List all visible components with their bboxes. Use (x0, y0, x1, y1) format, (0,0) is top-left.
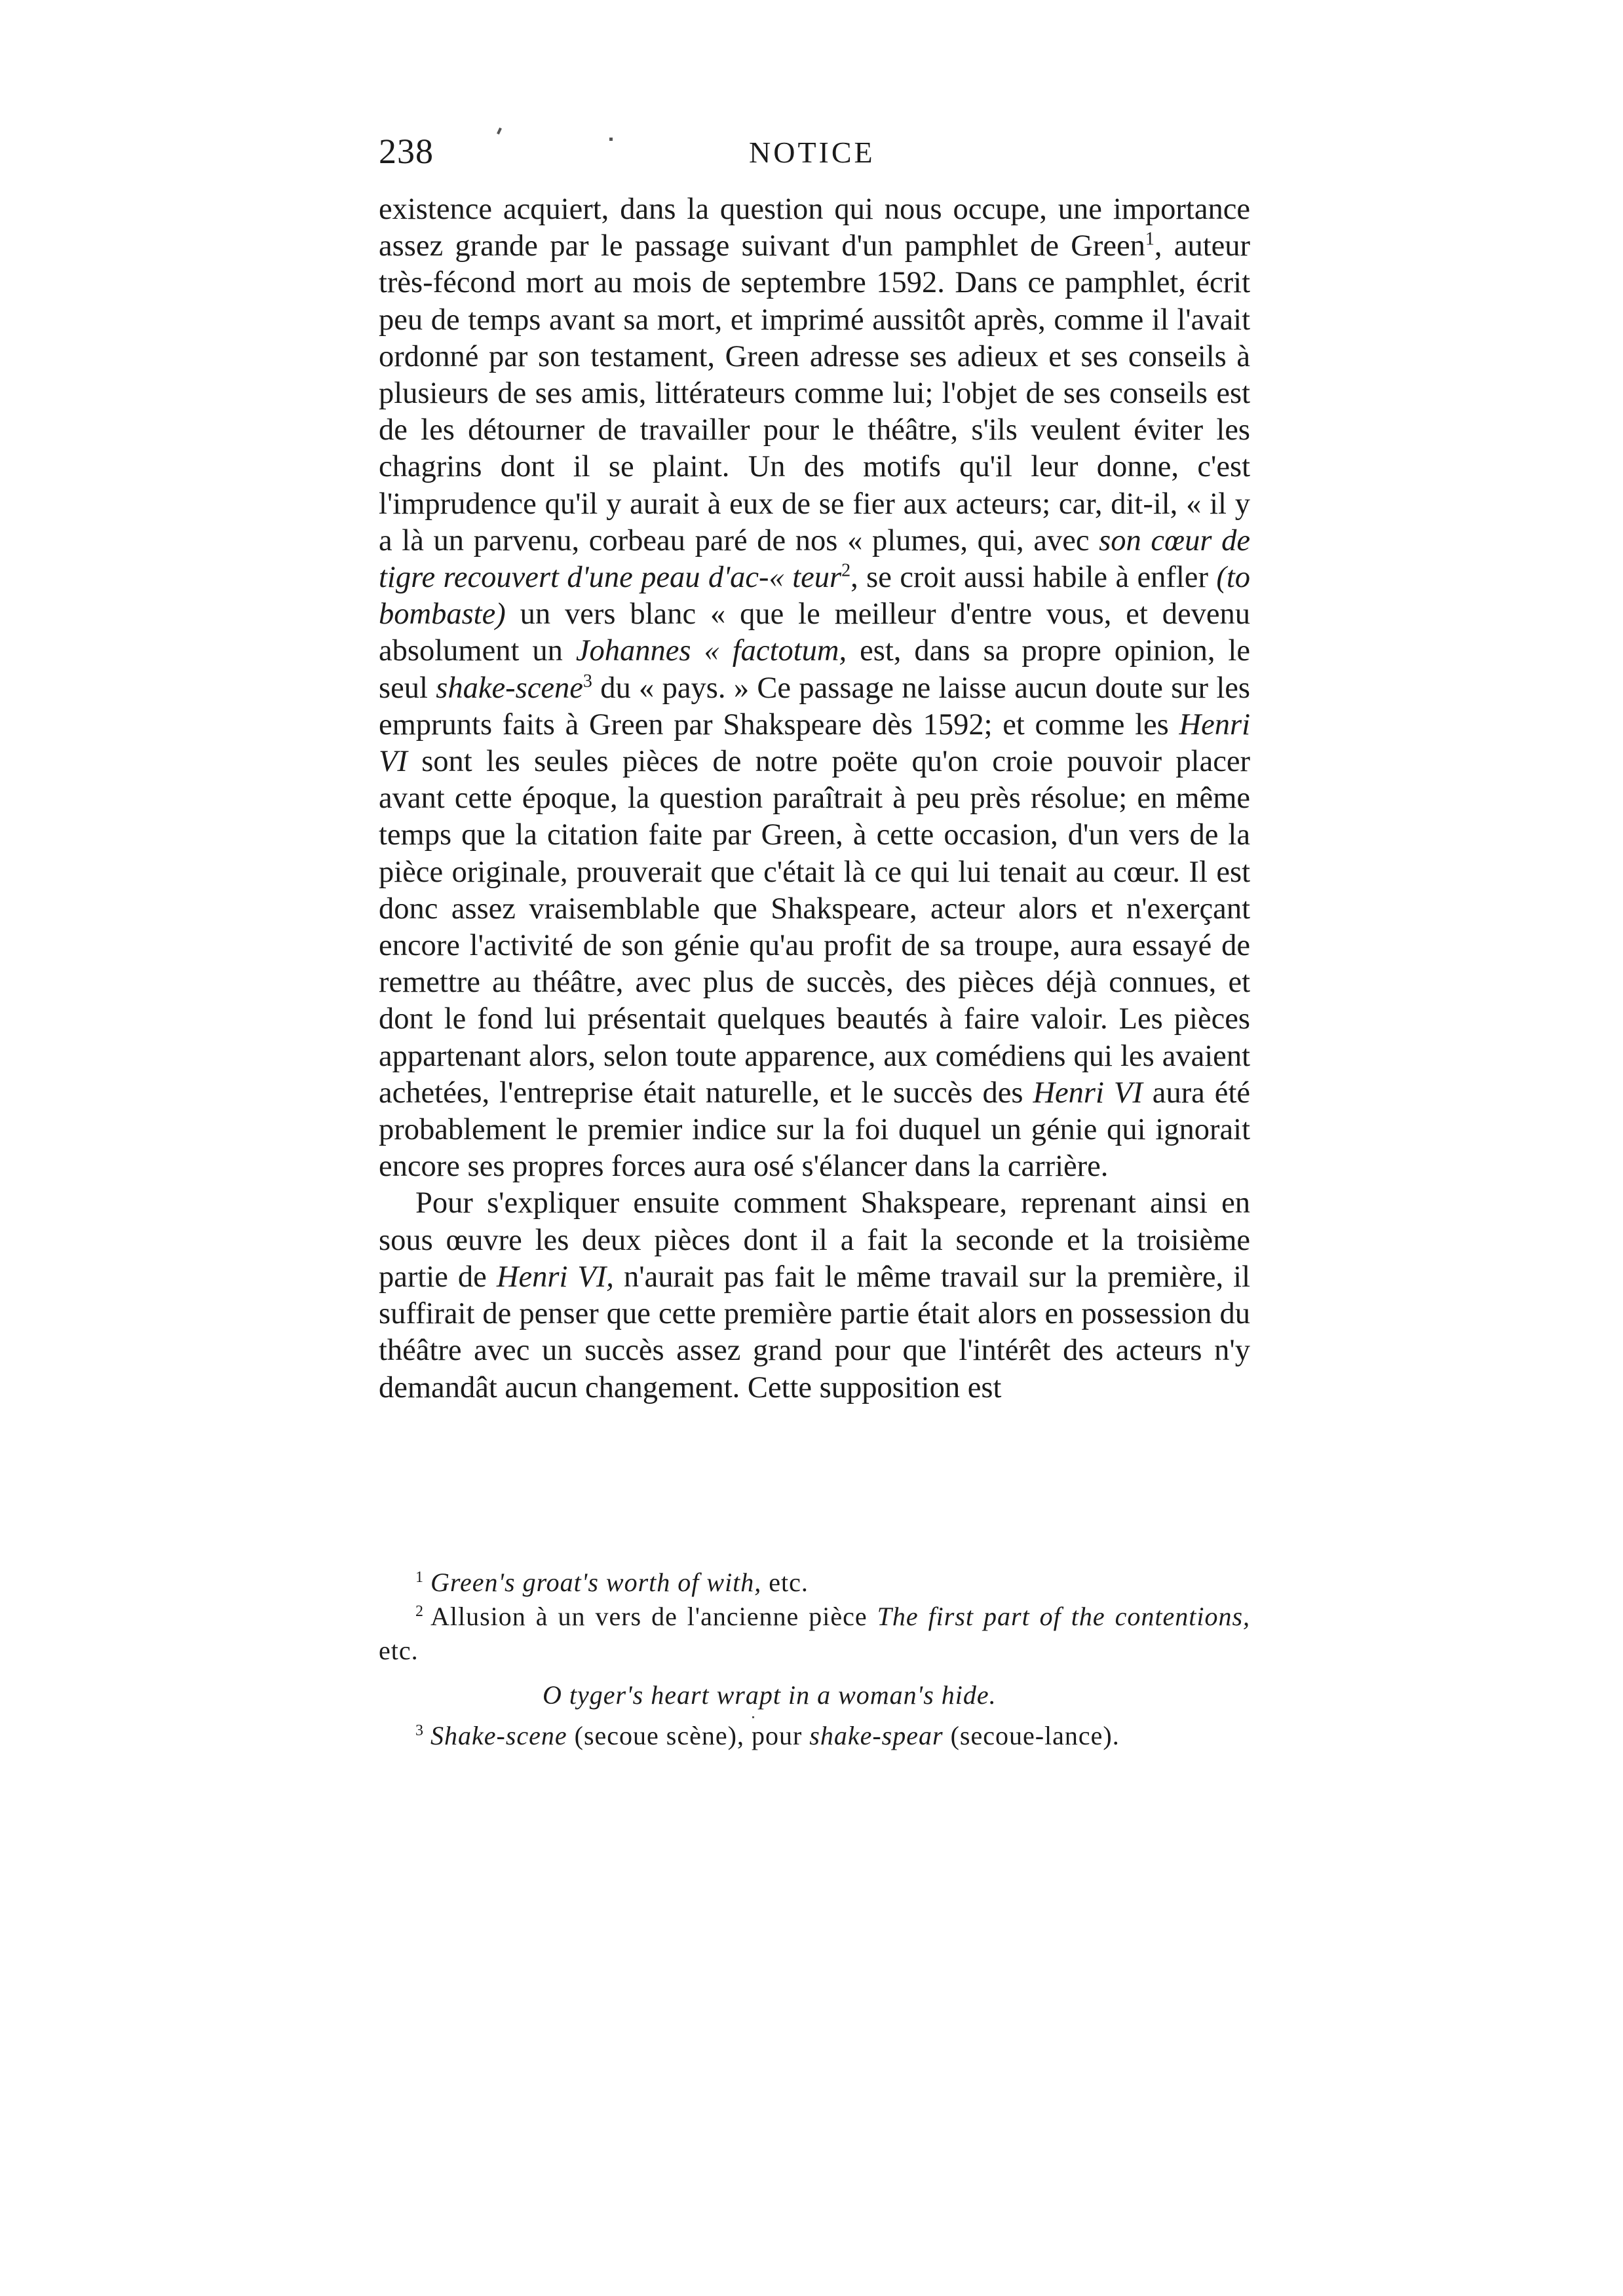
footnote-2 (379, 1600, 1250, 1668)
text-run: , auteur très-fécond mort au mois de septembre 1592. Dans ce pamphlet, écrit peu de temps avant sa mort, et imprimé aussitôt après, comme il l'avait ordonné par son testament, Green adresse ses adieux et ses conseils à plusieurs de ses amis, littérateurs comme lui; l'objet de ses conseils est de les détourner de travailler pour le théâtre, s'ils veulent éviter les chagrins dont il se plaint. Un des motifs qu'il leur donne, c'est l'imprudence qu'il y aurait à eux de se fier aux acteurs; car, dit-il, « il y a là un parvenu, corbeau paré de nos « plumes, qui, avec (379, 229, 1250, 557)
text-run: etc. (379, 1636, 419, 1665)
text-run: aura été probablement le premier indice sur la foi duquel un génie qui ignorait encore ses propres forces aura osé s'élancer dans la carrière. (379, 1076, 1251, 1184)
italic-run: Henri VI (1033, 1076, 1143, 1110)
italic-run: Henri VI (379, 707, 1250, 779)
footnote-ref: 3 (582, 671, 592, 692)
paragraph (379, 191, 1250, 1185)
footnote-ref: 1 (1145, 229, 1155, 250)
text-run: existence acquiert, dans la question qui nous occupe, une importance assez grande par le passage suivant d'un pamphlet de Green (379, 193, 1250, 263)
footnote-mark: 2 (415, 1602, 424, 1620)
text-run: un vers blanc « que le meilleur d'entre vous, et devenu absolument un (379, 597, 1250, 668)
main-text (379, 191, 1250, 1406)
scan-speck (752, 1716, 754, 1718)
scan-speck (609, 138, 613, 141)
italic-run: son cœur de tigre recouvert d'une peau d'ac-« teur (379, 523, 1250, 595)
text-run: , se croit aussi habile à enfler (850, 561, 1217, 595)
text-run: n'aurait pas fait le même travail sur la première, il suffirait de penser que cette première partie était alors en possession du théâtre avec un succès assez grand pour que l'intérêt des acteurs n'y demandât aucun changement. Cette supposition est (379, 1260, 1250, 1404)
text-run: etc. (761, 1568, 809, 1597)
italic-run: Shake-scene (430, 1721, 567, 1750)
footnote-quote: O tyger's heart wrapt in a woman's hide. (543, 1680, 997, 1710)
italic-run: Green's groat's worth of with, (430, 1568, 762, 1597)
paragraph (379, 1185, 1250, 1406)
italic-run: The first part of the contentions, (877, 1602, 1251, 1631)
footnote-ref: 2 (841, 560, 851, 581)
footnote-1 (379, 1566, 1250, 1600)
italic-run: (to bombaste) (379, 561, 1251, 631)
page-header (379, 131, 1250, 183)
text-run: sont les seules pièces de notre poëte qu'on croie pouvoir placer avant cette époque, la question paraîtrait à peu près résolue; en même temps que la citation faite par Green, à cette occasion, d'un vers de la pièce originale, prouverait que c'était là ce qui lui tenait au cœur. Il est donc assez vraisemblable que Shakspeare, acteur alors et n'exerçant encore l'activité de son génie qu'au profit de sa troupe, aura essayé de remettre au théâtre, avec plus de succès, des pièces déjà connues, et dont le fond lui présentait quelques beautés à faire valoir. Les pièces appartenant alors, selon toute apparence, aux comédiens qui les avaient achetées, l'entreprise était naturelle, et le succès des (379, 745, 1250, 1110)
text-run: du « pays. » Ce passage ne laisse aucun doute sur les emprunts faits à Green par Shakspeare dès 1592; et comme les (379, 671, 1251, 742)
footnote-mark: 3 (415, 1722, 424, 1739)
italic-run: Henri VI, (496, 1260, 614, 1294)
italic-run: Johannes « factotum, (575, 634, 847, 668)
italic-run: shake-scene (436, 671, 583, 705)
text-run: Pour s'expliquer ensuite comment Shakspeare, reprenant ainsi en sous œuvre les deux pièces dont il a fait la seconde et la troisième partie de (379, 1186, 1250, 1294)
italic-run: shake-spear (809, 1721, 944, 1750)
footnote-mark: 1 (415, 1568, 424, 1586)
text-run: (secoue scène), pour (567, 1721, 810, 1750)
text-run: est, dans sa propre opinion, le seul (379, 634, 1250, 705)
text-run: Allusion à un vers de l'ancienne pièce (430, 1602, 877, 1631)
footnotes (379, 1566, 1250, 1753)
running-head: NOTICE (749, 136, 875, 169)
page-number: 238 (379, 132, 434, 171)
text-run: (secoue-lance). (943, 1721, 1120, 1750)
footnote-3 (379, 1719, 1250, 1753)
